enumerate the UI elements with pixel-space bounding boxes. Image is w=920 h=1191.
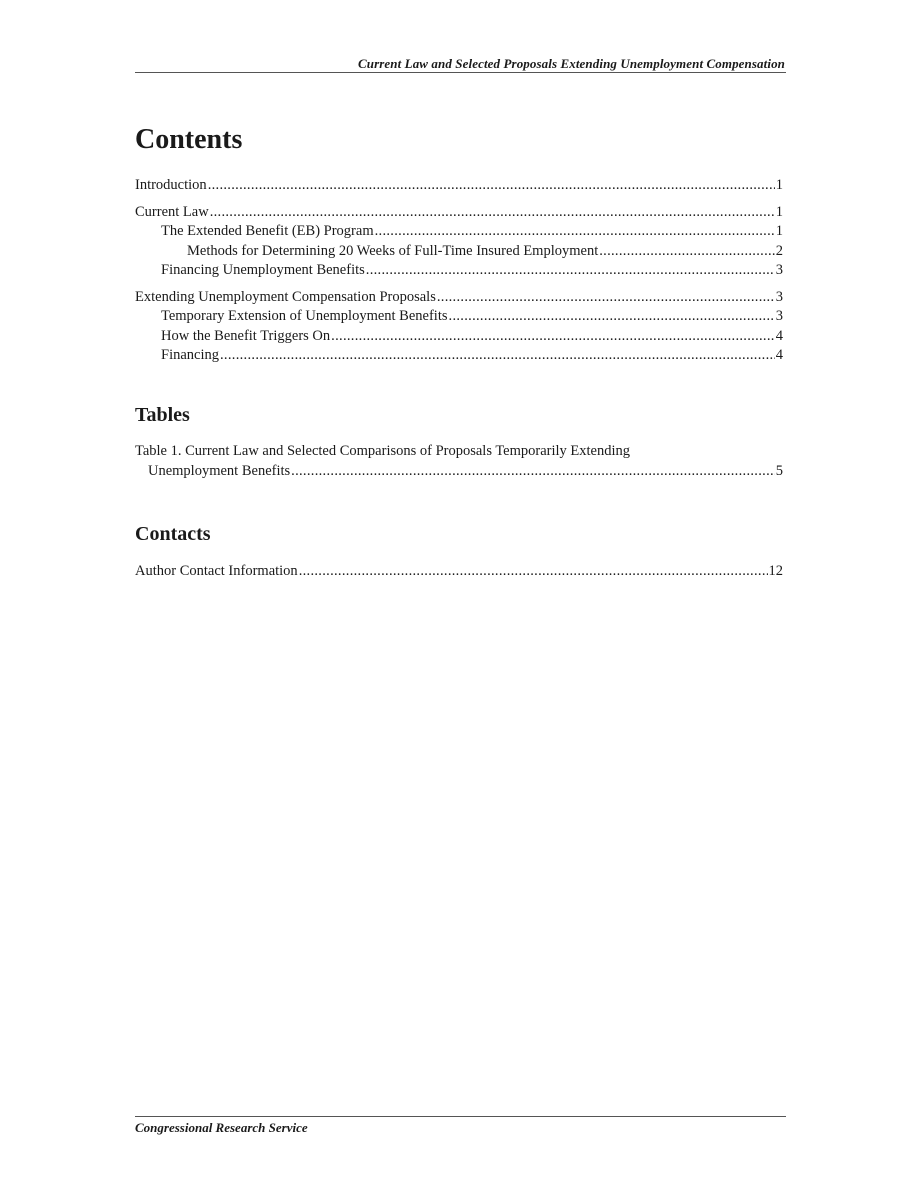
- dot-leader: [599, 242, 775, 262]
- header-rule: [135, 72, 786, 73]
- toc-entry-label: Introduction: [135, 177, 207, 193]
- dot-leader: [291, 462, 775, 482]
- table-entry-line1: Table 1. Current Law and Selected Comparisons of Proposals Temporarily Extending: [135, 443, 631, 459]
- toc-entry-label: Extending Unemployment Compensation Proposals: [135, 288, 436, 305]
- toc-entry-temporary-extension[interactable]: [135, 307, 783, 327]
- dot-leader: [375, 222, 775, 242]
- contact-entry-page: 12: [768, 563, 783, 579]
- toc-entry-current-law[interactable]: [135, 203, 783, 223]
- toc-entry-benefit-triggers[interactable]: [135, 327, 783, 347]
- dot-leader: [210, 203, 775, 223]
- contents-heading: Contents: [135, 124, 243, 155]
- dot-leader: [208, 176, 775, 196]
- toc-entry-financing[interactable]: [135, 346, 783, 366]
- table-entry-1[interactable]: [135, 442, 783, 481]
- tables-heading: Tables: [135, 404, 190, 426]
- contacts-heading: Contacts: [135, 523, 211, 545]
- toc-entry-page: 2: [775, 242, 783, 259]
- table-entry-label: Unemployment Benefits: [148, 462, 291, 479]
- toc-entry-label: The Extended Benefit (EB) Program: [161, 223, 374, 239]
- toc-entry-label: Temporary Extension of Unemployment Benefits: [161, 308, 448, 324]
- contents-list: [135, 176, 783, 366]
- contact-entry-author[interactable]: [135, 562, 783, 582]
- toc-entry-label: Current Law: [135, 203, 209, 220]
- toc-entry-label: How the Benefit Triggers On: [161, 327, 331, 344]
- table-entry-line2: [135, 462, 783, 482]
- dot-leader: [449, 307, 775, 327]
- toc-entry-label: Financing Unemployment Benefits: [161, 262, 365, 278]
- dot-leader: [366, 261, 775, 281]
- toc-entry-methods[interactable]: [135, 242, 783, 262]
- contacts-list: [135, 562, 783, 582]
- toc-entry-introduction[interactable]: [135, 176, 783, 196]
- dot-leader: [437, 288, 775, 308]
- contact-entry-label: Author Contact Information: [135, 563, 298, 579]
- toc-entry-label: Financing: [161, 347, 219, 363]
- toc-entry-page: 4: [775, 327, 783, 344]
- toc-entry-label: Methods for Determining 20 Weeks of Full-Time Insured Employment: [187, 242, 599, 259]
- dot-leader: [331, 327, 775, 347]
- running-footer: Congressional Research Service: [135, 1120, 308, 1135]
- toc-entry-page: 4: [775, 347, 783, 363]
- toc-entry-financing-benefits[interactable]: [135, 261, 783, 281]
- table-entry-page: 5: [775, 462, 783, 479]
- toc-entry-page: 3: [775, 262, 783, 278]
- toc-entry-page: 3: [775, 288, 783, 305]
- footer-rule: [135, 1116, 786, 1117]
- running-header: Current Law and Selected Proposals Extending Unemployment Compensation: [357, 56, 785, 71]
- toc-entry-extended-benefit[interactable]: [135, 222, 783, 242]
- toc-entry-extending-proposals[interactable]: [135, 288, 783, 308]
- toc-entry-page: 1: [775, 223, 783, 239]
- dot-leader: [299, 562, 768, 582]
- dot-leader: [220, 346, 775, 366]
- toc-entry-page: 1: [775, 203, 783, 220]
- toc-entry-page: 1: [775, 177, 783, 193]
- toc-entry-page: 3: [775, 308, 783, 324]
